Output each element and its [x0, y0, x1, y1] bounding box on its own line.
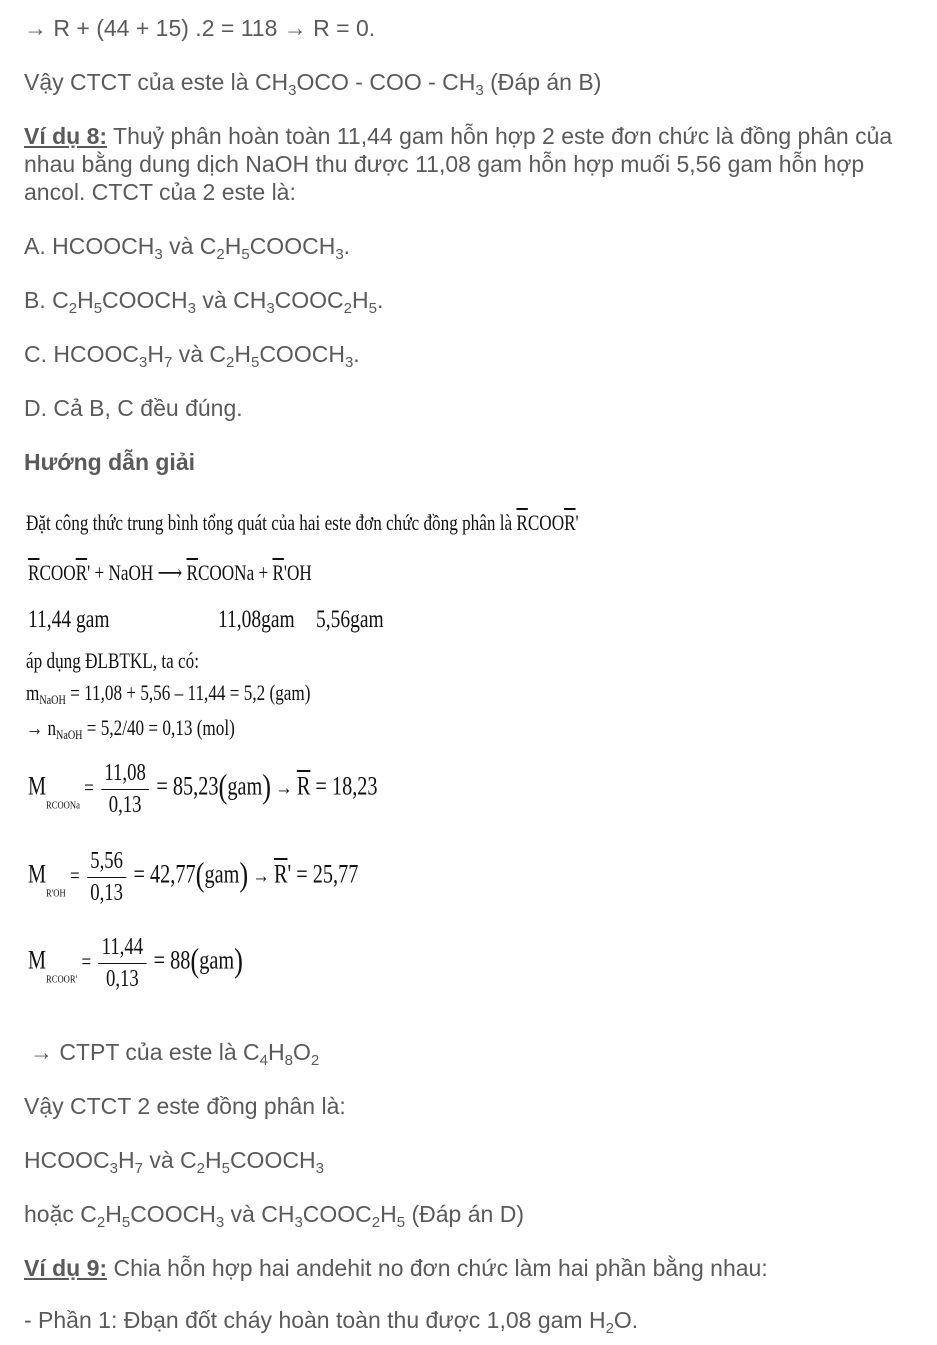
solution-masses-1: 11,44 gam	[28, 606, 110, 633]
formula-2: $M_{R'OH}$ = $\frac{5,56}{0,13}$ = $42,77(gam) \to \overline{R}' = 25,77$	[28, 848, 359, 906]
text-line-2: Vậy CTCT của este là $CH_3OCO$ - COO - $CH_3$ (Đáp án B)	[24, 69, 602, 99]
solution-reaction: $\overline{R}COO\overline{R}'$ + NaOH ⟶ $\overline{R}COONa + \overline{R}'OH$	[28, 560, 312, 585]
example-8	[24, 122, 924, 206]
isomers-intro: Vậy CTCT 2 este đồng phân là:	[24, 1093, 346, 1119]
isomers-pair-1: $HCOOC_3H_7$ và $C_2H_5COOCH_3$	[24, 1147, 324, 1177]
ctpt-line: → CTPT của este là $C_4H_8O_2$	[30, 1039, 320, 1069]
example-9: Ví dụ 9: Chia hỗn hợp hai andehit no đơn chức làm hai phần bằng nhau:	[24, 1255, 768, 1281]
option-c: C. $HCOOC_3H_7$ và $C_2H_5COOCH_3$.	[24, 341, 360, 371]
example-9-label: Ví dụ 9:	[24, 1255, 108, 1281]
solution-masses-3: 5,56gam	[316, 606, 384, 633]
solution-heading: Hướng dẫn giải	[24, 449, 196, 475]
solution-masses-2: 11,08gam	[218, 606, 295, 633]
formula-3: $M_{RCOOR'}$ = $\frac{11,44}{0,13}$ = 88(gam)	[28, 934, 243, 992]
isomers-pair-2: hoặc $C_2H_5COOCH_3$ và $CH_3COOC_2H_5$ (Đáp án D)	[24, 1201, 524, 1231]
solution-line-1: Đặt công thức trung bình tổng quát của hai este đơn chức đồng phân là $\overline{R}COO\overline{R}'$	[26, 510, 579, 535]
solution-line-4: áp dụng ĐLBTKL, ta có:	[26, 648, 200, 673]
arrow-icon: ⟶	[157, 560, 183, 585]
text-line-1: → R + (44 + 15) .2 = 118 → R = 0.	[24, 15, 376, 41]
option-a: A. $HCOOCH_3$ và $C_2H_5COOCH_3$.	[24, 233, 351, 263]
formula-1: $M_{RCOONa}$ = $\frac{11,08}{0,13}$ = $85,23(gam) \to \overline{R} = 18,23$	[28, 760, 378, 818]
solution-line-6: → $n_{NaOH} = 5,2/40 = 0,13$ (mol)	[26, 715, 235, 742]
example-8-text: Thuỷ phân hoàn toàn 11,44 gam hỗn hợp 2 este đơn chức là đồng phân của nhau bằng dung dịch NaOH thu được 11,08 gam hỗn hợp muối 5,56 gam hỗn hợp ancol. CTCT của 2 este là:	[24, 123, 893, 205]
example-8-label: Ví dụ 8:	[24, 123, 108, 149]
option-b: B. $C_2H_5COOCH_3$ và $CH_3COOC_2H_5$.	[24, 287, 384, 317]
part-1: - Phần 1: Đbạn đốt cháy hoàn toàn thu được 1,08 gam $H_2O$.	[24, 1307, 639, 1337]
solution-line-5: $m_{NaOH} = 11,08 + 5,56 - 11,44 = 5,2$ (gam)	[26, 680, 311, 707]
option-d: D. Cả B, C đều đúng.	[24, 395, 243, 421]
